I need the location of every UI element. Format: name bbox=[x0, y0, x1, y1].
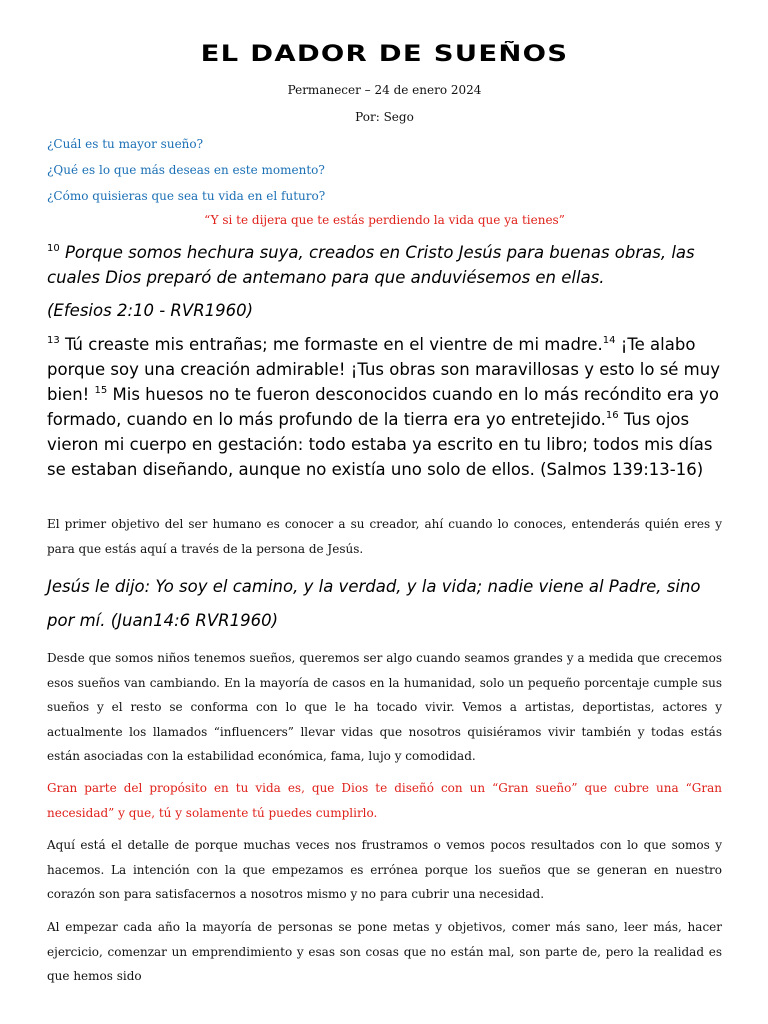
verse-text: ¡Te alabo porque soy una creación admirable! ¡Tus obras son maravillosas y esto lo sé muy bien! bbox=[47, 335, 720, 404]
verse-john: Jesús le dijo: Yo soy el camino, y la verdad, y la vida; nadie viene al Padre, sino por mí. (Juan14:6 RVR1960) bbox=[47, 577, 701, 630]
verse-text: Porque somos hechura suya, creados en Cristo Jesús para buenas obras, las cuales Dios preparó de antemano para que anduviésemos en ellas. bbox=[47, 243, 695, 287]
document-title: EL DADOR DE SUEÑOS bbox=[200, 42, 569, 67]
verse-text: Tú creaste mis entrañas; me formaste en el vientre de mi madre. bbox=[64, 335, 603, 354]
verse-number: 16 bbox=[605, 410, 619, 421]
question-1: ¿Cuál es tu mayor sueño? bbox=[47, 137, 204, 151]
question-3: ¿Cómo quisieras que sea tu vida en el futuro? bbox=[47, 189, 326, 203]
paragraph-creator: El primer objetivo del ser humano es conocer a su creador, ahí cuando lo conoces, entenderás quién eres y para que estás aquí a través de la persona de Jesús. bbox=[47, 517, 722, 556]
document-subtitle: Permanecer – 24 de enero 2024 bbox=[287, 83, 482, 97]
verse-number: 13 bbox=[47, 335, 60, 346]
verse-ephesians bbox=[47, 240, 722, 290]
document-author: Por: Sego bbox=[355, 110, 414, 124]
paragraph-purpose: Gran parte del propósito en tu vida es, que Dios te diseñó con un “Gran sueño” que cubre una “Gran necesidad” y que, tú y solamente tú puedes cumplirlo. bbox=[47, 781, 722, 820]
question-2: ¿Qué es lo que más deseas en este momento? bbox=[47, 163, 325, 177]
highlight-quote: “Y si te dijera que te estás perdiendo la vida que ya tienes” bbox=[204, 213, 565, 227]
psalm-passage bbox=[47, 332, 722, 482]
paragraph-intention: Aquí está el detalle de porque muchas veces nos frustramos o vemos pocos resultados con lo que somos y hacemos. La intención con la que empezamos es errónea porque los sueños que se generan en nuestro corazón son para satisfacernos a nosotros mismo y no para cubrir una necesidad. bbox=[47, 838, 722, 901]
paragraph-goals: Al empezar cada año la mayoría de personas se pone metas y objetivos, comer más sano, leer más, hacer ejercicio, comenzar un emprendimiento y esas son cosas que no están mal, son parte de, pero la realidad es que hemos sido bbox=[47, 920, 722, 983]
verse-number: 15 bbox=[94, 385, 108, 396]
verse-text: Tus ojos vieron mi cuerpo en gestación: todo estaba ya escrito en tu libro; todos mis días se estaban diseñando, aunque no existía uno solo de ellos. (Salmos 139:13-16) bbox=[47, 410, 713, 479]
verse-reference: (Efesios 2:10 - RVR1960) bbox=[47, 301, 254, 320]
verse-number: 14 bbox=[602, 335, 616, 346]
verse-text: Mis huesos no te fueron desconocidos cuando en lo más recóndito era yo formado, cuando en lo más profundo de la tierra era yo entretejido. bbox=[47, 385, 720, 429]
verse-number: 10 bbox=[47, 243, 60, 254]
paragraph-dreams: Desde que somos niños tenemos sueños, queremos ser algo cuando seamos grandes y a medida que crecemos esos sueños van cambiando. En la mayoría de casos en la humanidad, solo un pequeño porcentaje cumple sus sueños y el resto se conforma con lo que le ha tocado vivir. Vemos a artistas, deportistas, actores y actualmente los llamados “influencers” llevar vidas que nosotros quisiéramos vivir también y todas estás están asociadas con la estabilidad económica, fama, lujo y comodidad. bbox=[47, 651, 722, 763]
